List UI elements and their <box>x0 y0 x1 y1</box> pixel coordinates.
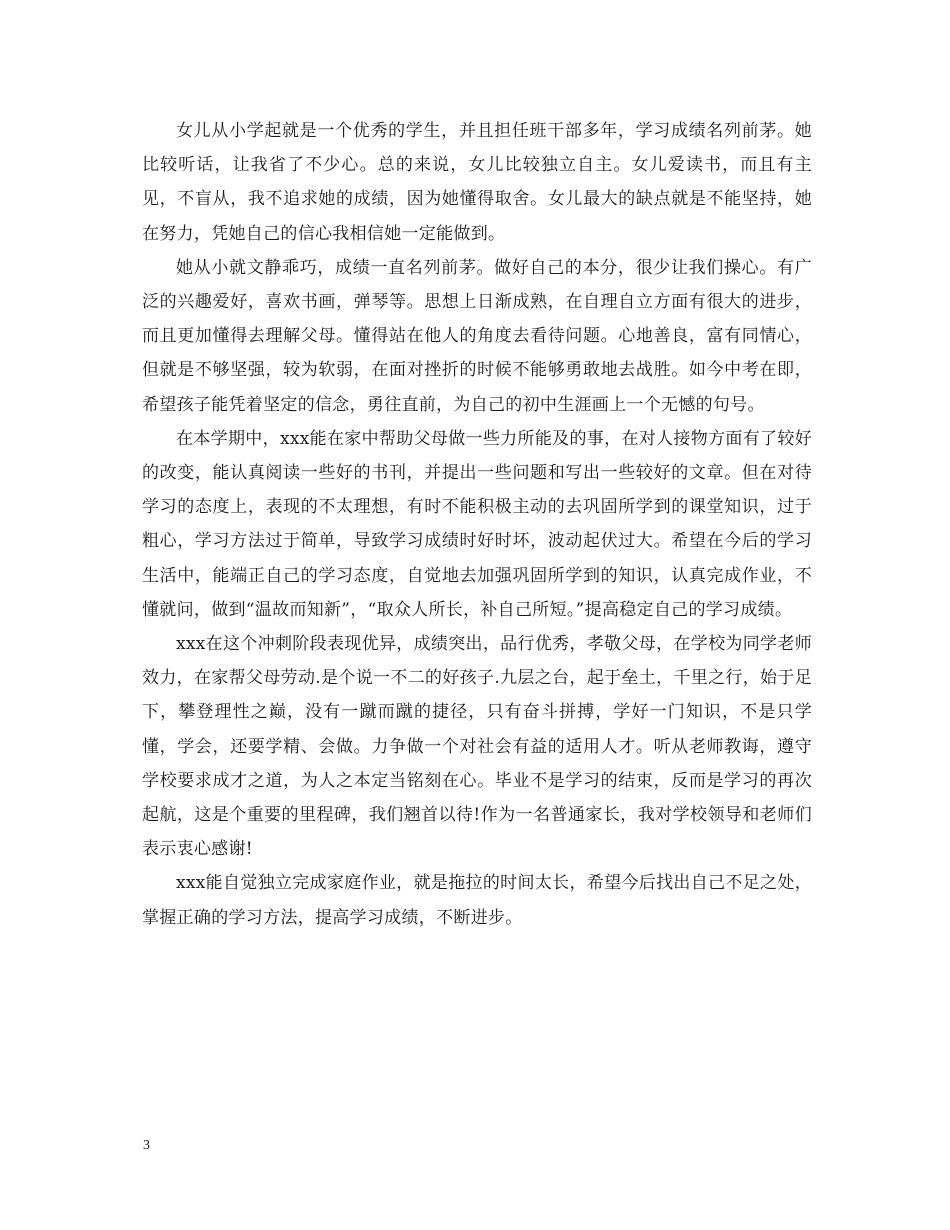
paragraph: 在本学期中，xxx能在家中帮助父母做一些力所能及的事，在对人接物方面有了较好的改变，能认真阅读一些好的书刊，并提出一些问题和写出一些较好的文章。但在对待学习的态度上，表现的不太理想，有时不能积极主动的去巩固所学到的课堂知识，过于粗心，学习方法过于简单，导致学习成绩时好时坏，波动起伏过大。希望在今后的学习生活中，能端正自己的学习态度，自觉地去加强巩固所学到的知识，认真完成作业，不懂就问，做到“温故而知新”，“取众人所长，补自己所短。”提高稳定自己的学习成绩。 <box>142 428 812 620</box>
paragraph: 女儿从小学起就是一个优秀的学生，并且担任班干部多年，学习成绩名列前茅。她比较听话，让我省了不少心。总的来说，女儿比较独立自主。女儿爱读书，而且有主见，不盲从，我不追求她的成绩，因为她懂得取舍。女儿最大的缺点就是不能坚持，她在努力，凭她自己的信心我相信她一定能做到。 <box>142 121 812 244</box>
document-body <box>142 114 812 935</box>
paragraph: xxx能自觉独立完成家庭作业，就是拖拉的时间太长，希望今后找出自己不足之处，掌握正确的学习方法，提高学习成绩，不断进步。 <box>142 873 812 928</box>
paragraph: 她从小就文静乖巧，成绩一直名列前茅。做好自己的本分，很少让我们操心。有广泛的兴趣爱好，喜欢书画，弹琴等。思想上日渐成熟，在自理自立方面有很大的进步，而且更加懂得去理解父母。懂得站在他人的角度去看待问题。心地善良，富有同情心，但就是不够坚强，较为软弱，在面对挫折的时候不能够勇敢地去战胜。如今中考在即，希望孩子能凭着坚定的信念，勇往直前，为自己的初中生涯画上一个无憾的句号。 <box>142 257 812 415</box>
paragraph: xxx在这个冲刺阶段表现优异，成绩突出，品行优秀，孝敬父母，在学校为同学老师效力，在家帮父母劳动.是个说一不二的好孩子.九层之台，起于垒土，千里之行，始于足下，攀登理性之巅，没有一蹴而蹴的捷径，只有奋斗拼搏，学好一门知识，不是只学懂，学会，还要学精、会做。力争做一个对社会有益的适用人才。听从老师教诲，遵守学校要求成才之道，为人之本定当铭刻在心。毕业不是学习的结束，反而是学习的再次起航，这是个重要的里程碑，我们翘首以待!作为一名普通家长，我对学校领导和老师们表示衷心感谢! <box>142 634 812 860</box>
page-number: 3 <box>143 1138 150 1153</box>
